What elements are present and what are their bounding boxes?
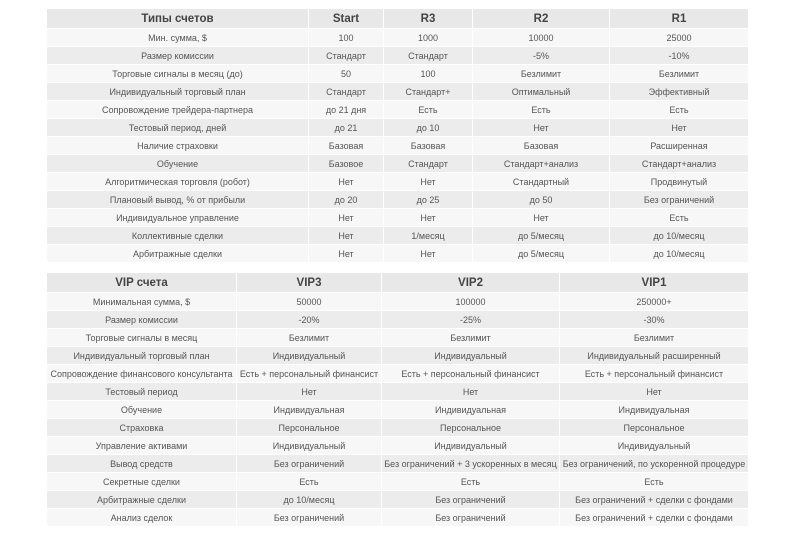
table-row [47,365,749,383]
table-cell: Есть [560,473,749,491]
table-header-row [47,273,749,293]
table-cell: Индивидуальный [237,347,382,365]
table-cell: Стандарт [384,47,473,65]
table-cell: 50000 [237,293,382,311]
table-cell: 50 [309,65,384,83]
table-cell: Безлимит [382,329,560,347]
table-row [47,509,749,527]
table-cell: Нет [473,119,610,137]
table-cell: Есть [610,209,749,227]
table-cell: Есть [237,473,382,491]
table-cell: Индивидуальная [237,401,382,419]
header-cell: Типы счетов [47,9,309,29]
table-cell: Базовая [473,137,610,155]
table-cell: до 21 [309,119,384,137]
account-types-table [46,8,749,263]
table-row [47,419,749,437]
table-row [47,437,749,455]
table-cell: Без ограничений [382,491,560,509]
table-cell: Безлимит [610,65,749,83]
table-row [47,347,749,365]
table-row [47,311,749,329]
table-cell: Без ограничений + сделки с фондами [560,491,749,509]
header-cell: VIP2 [382,273,560,293]
row-label-cell: Обучение [47,401,237,419]
header-cell: R1 [610,9,749,29]
table-cell: до 10/месяц [610,227,749,245]
row-label-cell: Арбитражные сделки [47,491,237,509]
table-cell: 1000 [384,29,473,47]
table-cell: Индивидуальная [382,401,560,419]
row-label-cell: Размер комиссии [47,47,309,65]
header-cell: VIP1 [560,273,749,293]
row-label-cell: Арбитражные сделки [47,245,309,263]
table-cell: Есть [610,101,749,119]
table-cell: Стандарт+анализ [473,155,610,173]
table-cell: Стандарт+анализ [610,155,749,173]
row-label-cell: Вывод средств [47,455,237,473]
table-cell: -30% [560,311,749,329]
row-label-cell: Индивидуальный торговый план [47,83,309,101]
table-cell: до 25 [384,191,473,209]
table-cell: Индивидуальный [382,347,560,365]
row-label-cell: Минимальная сумма, $ [47,293,237,311]
table-cell: Индивидуальный расширенный [560,347,749,365]
table-cell: Нет [610,119,749,137]
row-label-cell: Плановый вывод, % от прибыли [47,191,309,209]
table-cell: Стандартный [473,173,610,191]
row-label-cell: Обучение [47,155,309,173]
table-cell: Базовая [309,137,384,155]
table-row [47,83,749,101]
row-label-cell: Индивидуальное управление [47,209,309,227]
table-cell: Безлимит [473,65,610,83]
table-cell: -20% [237,311,382,329]
table-row [47,209,749,227]
table-cell: до 5/месяц [473,227,610,245]
table-cell: Персональное [560,419,749,437]
table-row [47,455,749,473]
table-header-row [47,9,749,29]
table-cell: Базовое [309,155,384,173]
row-label-cell: Сопровождение финансового консультанта [47,365,237,383]
table-cell: Нет [382,383,560,401]
header-cell: Start [309,9,384,29]
table-cell: Персональное [382,419,560,437]
table-cell: 100000 [382,293,560,311]
header-cell: R3 [384,9,473,29]
row-label-cell: Размер комиссии [47,311,237,329]
table-cell: до 5/месяц [473,245,610,263]
table-row [47,173,749,191]
table-cell: Нет [473,209,610,227]
table-cell: Безлимит [560,329,749,347]
row-label-cell: Управление активами [47,437,237,455]
table-cell: до 10 [384,119,473,137]
table-cell: Оптимальный [473,83,610,101]
table-row [47,293,749,311]
table-cell: Эффективный [610,83,749,101]
table-cell: до 21 дня [309,101,384,119]
table-cell: до 10/месяц [610,245,749,263]
table-cell: Нет [309,227,384,245]
row-label-cell: Коллективные сделки [47,227,309,245]
table-cell: 100 [309,29,384,47]
table-cell: Нет [560,383,749,401]
table-cell: 250000+ [560,293,749,311]
table-cell: Есть [382,473,560,491]
table-cell: Нет [384,209,473,227]
table-cell: Стандарт [309,47,384,65]
table-row [47,29,749,47]
table-cell: 1/месяц [384,227,473,245]
row-label-cell: Сопровождение трейдера-партнера [47,101,309,119]
header-cell: VIP3 [237,273,382,293]
table-cell: Продвинутый [610,173,749,191]
row-label-cell: Торговые сигналы в месяц (до) [47,65,309,83]
table-cell: Расширенная [610,137,749,155]
vip-accounts-table [46,272,749,527]
row-label-cell: Секретные сделки [47,473,237,491]
table-cell: 10000 [473,29,610,47]
table-cell: до 50 [473,191,610,209]
table-row [47,47,749,65]
table-cell: -25% [382,311,560,329]
table-cell: Без ограничений [382,509,560,527]
table-cell: Без ограничений + сделки с фондами [560,509,749,527]
row-label-cell: Торговые сигналы в месяц [47,329,237,347]
table-row [47,65,749,83]
row-label-cell: Наличие страховки [47,137,309,155]
table-cell: Индивидуальная [560,401,749,419]
table-cell: Есть + персональный финансист [560,365,749,383]
table-cell: Стандарт+ [384,83,473,101]
table-cell: до 20 [309,191,384,209]
table-row [47,491,749,509]
header-cell: VIP счета [47,273,237,293]
table-cell: Есть + персональный финансист [237,365,382,383]
row-label-cell: Тестовый период [47,383,237,401]
table-cell: Нет [309,209,384,227]
table-cell: 100 [384,65,473,83]
table-row [47,137,749,155]
table-cell: Есть [384,101,473,119]
row-label-cell: Анализ сделок [47,509,237,527]
table-cell: Без ограничений [610,191,749,209]
table-cell: Без ограничений [237,455,382,473]
row-label-cell: Индивидуальный торговый план [47,347,237,365]
table-row [47,191,749,209]
table-cell: -10% [610,47,749,65]
table-cell: Есть + персональный финансист [382,365,560,383]
table-row [47,245,749,263]
table-row [47,383,749,401]
table-cell: Индивидуальный [560,437,749,455]
table-cell: Нет [237,383,382,401]
table-cell: Базовая [384,137,473,155]
table-cell: Без ограничений [237,509,382,527]
table-row [47,155,749,173]
table-cell: до 10/месяц [237,491,382,509]
row-label-cell: Алгоритмическая торговля (робот) [47,173,309,191]
header-cell: R2 [473,9,610,29]
table-cell: Нет [309,245,384,263]
row-label-cell: Страховка [47,419,237,437]
table-cell: Без ограничений + 3 ускоренных в месяц [382,455,560,473]
table-cell: Безлимит [237,329,382,347]
table-row [47,473,749,491]
table-cell: Индивидуальный [237,437,382,455]
table-cell: Нет [384,245,473,263]
table-cell: Персональное [237,419,382,437]
table-row [47,401,749,419]
table-cell: Нет [384,173,473,191]
table-cell: Стандарт [309,83,384,101]
table-cell: Индивидуальный [382,437,560,455]
table-cell: Нет [309,173,384,191]
table-cell: -5% [473,47,610,65]
row-label-cell: Тестовый период, дней [47,119,309,137]
table-cell: Без ограничений, по ускоренной процедуре [560,455,749,473]
table-row [47,119,749,137]
table-row [47,227,749,245]
row-label-cell: Мин. сумма, $ [47,29,309,47]
table-cell: Есть [473,101,610,119]
table-cell: Стандарт [384,155,473,173]
table-row [47,101,749,119]
table-row [47,329,749,347]
table-cell: 25000 [610,29,749,47]
